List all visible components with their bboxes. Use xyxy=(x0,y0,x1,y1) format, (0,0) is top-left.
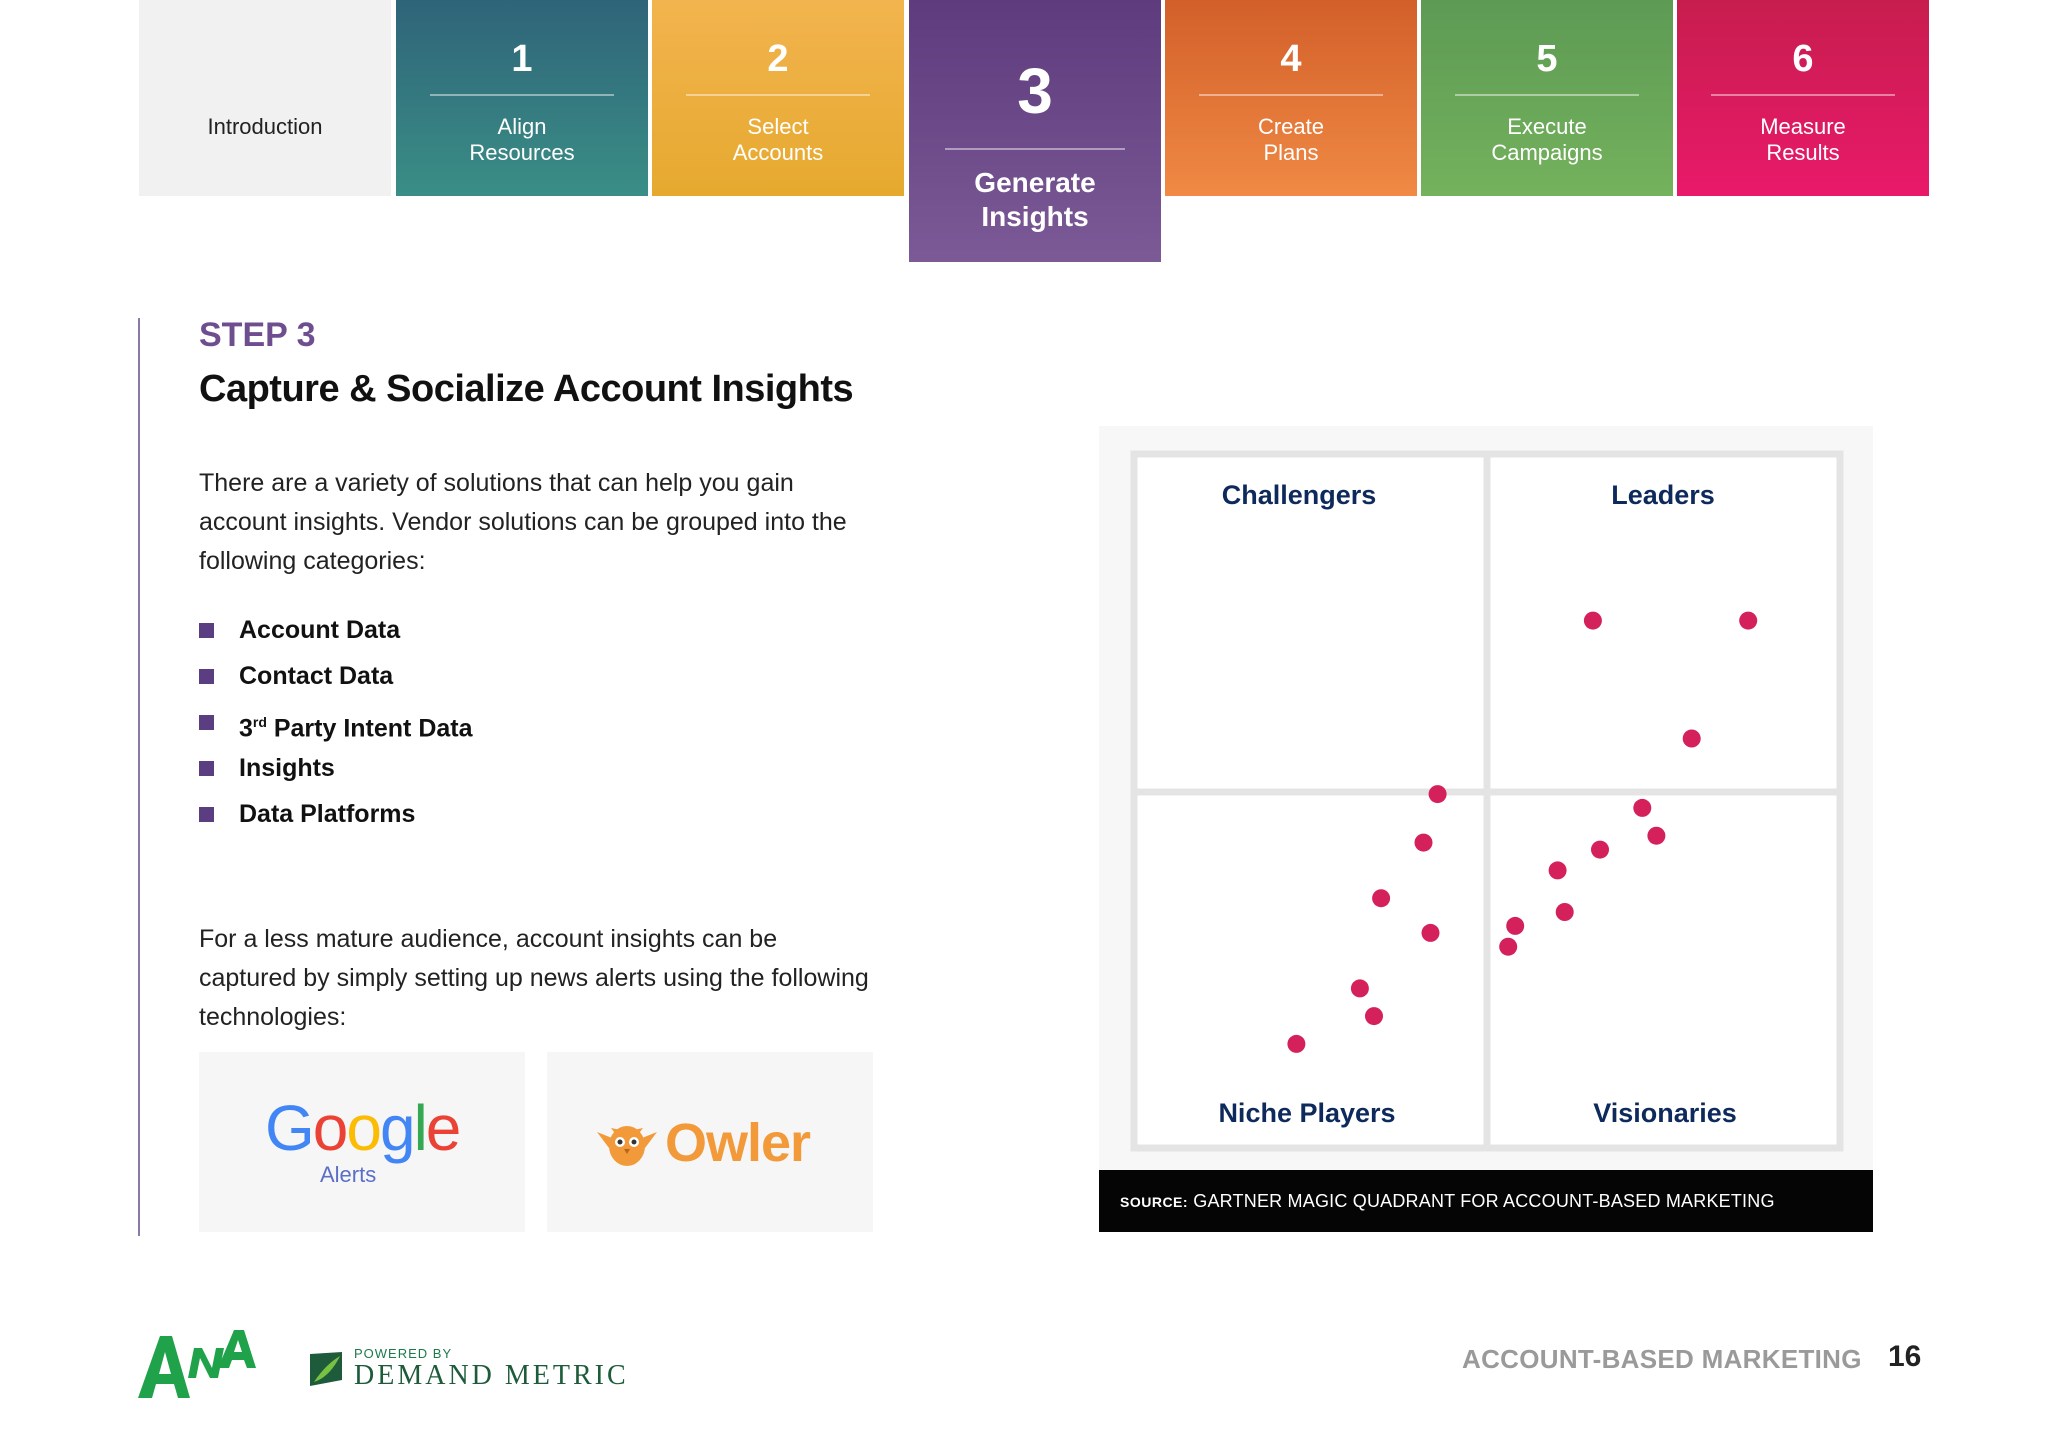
tab-label: Select Accounts xyxy=(732,114,824,165)
page-title: Capture & Socialize Account Insights xyxy=(199,368,854,410)
powered-by-label: POWERED BY xyxy=(354,1346,453,1361)
tab-label: Introduction xyxy=(207,114,323,139)
google-alerts-logo-box xyxy=(199,1052,525,1232)
tab-label: Create Plans xyxy=(1257,114,1325,165)
tab-divider xyxy=(1455,94,1639,96)
tab-introduction[interactable] xyxy=(139,0,391,196)
logo-letter: e xyxy=(425,1092,460,1164)
figure-caption xyxy=(1099,1170,1873,1232)
quadrant-label-visionaries: Visionaries xyxy=(1593,1098,1737,1128)
logo-letter: l xyxy=(413,1092,426,1164)
bullet-square-icon xyxy=(199,715,214,730)
intro-paragraph: There are a variety of solutions that can help you gain account insights. Vendor solutions can be grouped into the following categories: xyxy=(199,469,847,575)
logo-letter: G xyxy=(265,1092,313,1164)
list-item-text: Account Data xyxy=(239,616,401,644)
owler-logo-box xyxy=(547,1052,873,1232)
list-item xyxy=(199,748,473,794)
vendor-dot xyxy=(1499,938,1517,956)
tab-number: 4 xyxy=(1280,38,1302,80)
tab-number: 2 xyxy=(767,38,789,80)
tab-measure-results[interactable] xyxy=(1677,0,1929,196)
vendor-dot xyxy=(1591,841,1609,859)
list-item-text: Contact Data xyxy=(239,662,394,690)
tab-generate-insights[interactable] xyxy=(909,0,1161,262)
vendor-dot xyxy=(1365,1007,1383,1025)
vendor-dot xyxy=(1683,730,1701,748)
bullet-square-icon xyxy=(199,761,214,776)
tab-select-accounts[interactable] xyxy=(652,0,904,196)
tab-divider xyxy=(430,94,614,96)
quadrant-label-challengers: Challengers xyxy=(1221,480,1377,510)
list-item xyxy=(199,610,473,656)
list-item-superscript: rd xyxy=(252,714,267,730)
tab-divider xyxy=(1711,94,1895,96)
list-item-text: Insights xyxy=(239,754,335,782)
owl-icon xyxy=(595,1118,659,1170)
quadrant-label-niche-players: Niche Players xyxy=(1218,1098,1396,1128)
vendor-dot xyxy=(1429,785,1447,803)
bullet-square-icon xyxy=(199,669,214,684)
less-mature-paragraph: For a less mature audience, account insights can be captured by simply setting up news alerts using the following technologies: xyxy=(199,925,869,1031)
tab-number: 5 xyxy=(1536,38,1558,80)
tab-create-plans[interactable] xyxy=(1165,0,1417,196)
tab-label: Generate Insights xyxy=(974,167,1096,232)
magic-quadrant-chart xyxy=(1099,426,1873,1170)
category-list xyxy=(199,610,473,840)
vendor-dot xyxy=(1506,917,1524,935)
tab-number: 1 xyxy=(511,38,533,80)
google-alerts-sub: Alerts xyxy=(320,1162,377,1187)
bullet-square-icon xyxy=(199,807,214,822)
vendor-dot xyxy=(1372,889,1390,907)
list-item xyxy=(199,794,473,840)
tab-divider xyxy=(1199,94,1383,96)
vendor-dot xyxy=(1584,612,1602,630)
quadrant-label-leaders: Leaders xyxy=(1611,480,1715,510)
demand-metric-wordmark: DEMAND METRIC xyxy=(354,1360,629,1391)
page-number: 16 xyxy=(1888,1340,1922,1373)
vendor-dot xyxy=(1287,1035,1305,1053)
ana-logo xyxy=(138,1328,258,1400)
tab-align-resources[interactable] xyxy=(396,0,648,196)
logo-letter: o xyxy=(312,1092,347,1164)
footer-title: ACCOUNT-BASED MARKETING xyxy=(1462,1344,1862,1374)
google-alerts-logo xyxy=(265,1092,460,1164)
vendor-dot xyxy=(1549,861,1567,879)
vendor-dot xyxy=(1422,924,1440,942)
tab-label: Execute Campaigns xyxy=(1491,114,1603,165)
step-label: STEP 3 xyxy=(199,316,316,354)
caption-text: GARTNER MAGIC QUADRANT FOR ACCOUNT-BASED MARKETING xyxy=(1188,1191,1775,1211)
tab-divider xyxy=(686,94,870,96)
demand-metric-leaf-icon xyxy=(308,1350,344,1388)
magic-quadrant-figure xyxy=(1099,426,1873,1232)
ana-logo-text: ANA xyxy=(138,1328,141,1329)
caption-source-label: SOURCE: xyxy=(1120,1194,1189,1210)
tab-execute-campaigns[interactable] xyxy=(1421,0,1673,196)
bullet-square-icon xyxy=(199,623,214,638)
vendor-dot xyxy=(1647,827,1665,845)
section-accent-line xyxy=(138,318,140,1236)
list-item xyxy=(199,702,473,748)
vendor-dot xyxy=(1556,903,1574,921)
logo-letter: g xyxy=(379,1092,414,1164)
owler-wordmark: Owler xyxy=(665,1113,811,1173)
tab-label: Measure Results xyxy=(1760,114,1846,165)
vendor-dot xyxy=(1351,979,1369,997)
tab-label: Align Resources xyxy=(469,114,575,165)
list-item-text: Data Platforms xyxy=(239,800,416,828)
list-item-text: 3 xyxy=(239,714,253,743)
tab-number: 3 xyxy=(1017,55,1053,127)
list-item-text: Party Intent Data xyxy=(266,714,473,743)
vendor-dot xyxy=(1739,612,1757,630)
vendor-dot xyxy=(1415,834,1433,852)
tab-number: 6 xyxy=(1792,38,1814,80)
step-navigation xyxy=(139,0,1925,262)
list-item xyxy=(199,656,473,702)
vendor-dot xyxy=(1633,799,1651,817)
logo-letter: o xyxy=(346,1092,380,1164)
tab-divider xyxy=(945,148,1125,150)
